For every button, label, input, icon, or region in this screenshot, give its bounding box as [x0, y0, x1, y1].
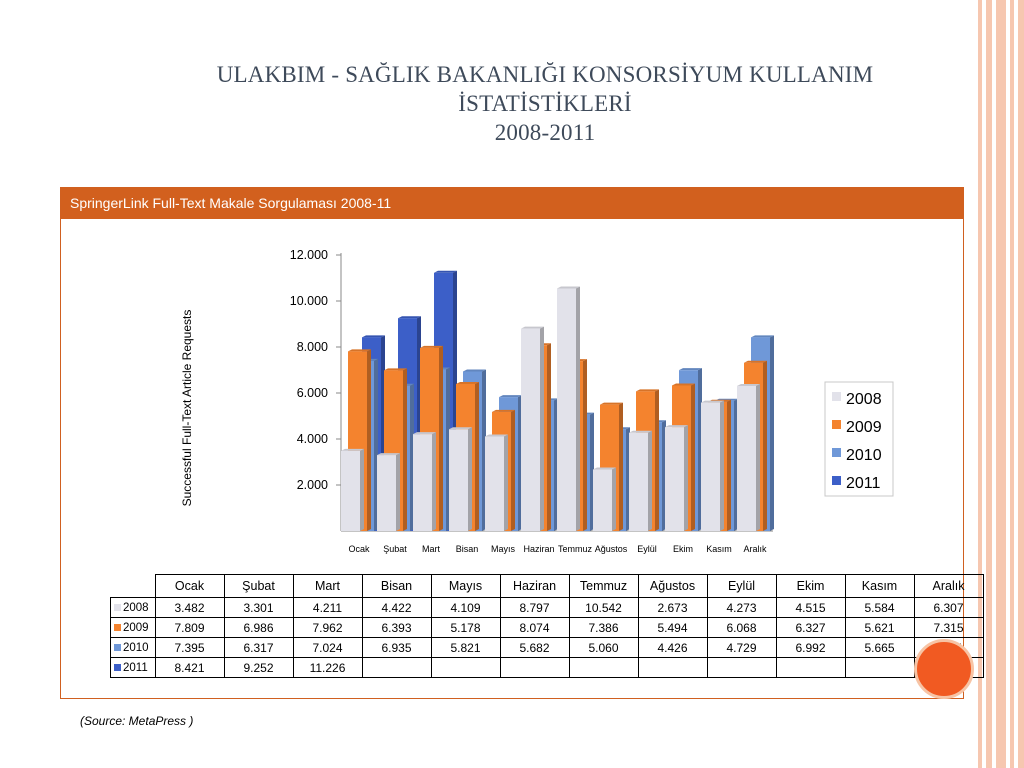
x-tick-label: Haziran	[523, 544, 555, 554]
table-cell: 4.515	[776, 598, 845, 618]
x-tick-label: Kasım	[706, 544, 732, 554]
table-cell: 8.421	[155, 658, 224, 678]
bar-top	[499, 395, 522, 397]
y-tick-label: 4.000	[296, 432, 328, 446]
y-tick-label: 10.000	[289, 294, 328, 308]
x-tick-label: Bisan	[455, 544, 479, 554]
bar-top	[521, 327, 544, 329]
table-header-cell: Kasım	[845, 575, 914, 598]
table-row	[111, 658, 984, 678]
table-cell: 9.252	[224, 658, 293, 678]
bar-side	[540, 327, 544, 531]
table-header-cell: Haziran	[500, 575, 569, 598]
legend-swatch	[832, 392, 841, 401]
table-row-label: 2008	[111, 598, 156, 618]
bar-top	[636, 389, 659, 391]
y-tick-label: 6.000	[296, 386, 328, 400]
table-cell: 6.307	[914, 598, 983, 618]
table-header-cell: Şubat	[224, 575, 293, 598]
table-header-row	[111, 575, 984, 598]
bar-2008	[449, 429, 468, 531]
x-tick-label: Temmuz	[557, 544, 593, 554]
table-header-cell: Ocak	[155, 575, 224, 598]
bar-side	[619, 403, 623, 531]
table-cell: 6.393	[362, 618, 431, 638]
bar-top	[744, 361, 767, 363]
bar-side	[763, 361, 767, 531]
table-row-label: 2009	[111, 618, 156, 638]
table-cell: 6.992	[776, 638, 845, 658]
table-cell: 7.395	[155, 638, 224, 658]
table-row-label: 2011	[111, 658, 156, 678]
bar-top	[665, 425, 688, 427]
bar-2008	[665, 427, 684, 531]
legend-label: 2010	[846, 447, 882, 464]
table-cell: 4.729	[707, 638, 776, 658]
slide-title-line2: İSTATİSTİKLERİ	[458, 91, 632, 116]
bar-side	[468, 427, 472, 531]
table-cell: 4.211	[293, 598, 362, 618]
table-cell	[638, 658, 707, 678]
table-cell: 7.024	[293, 638, 362, 658]
table-cell	[845, 658, 914, 678]
y-tick-label: 2.000	[296, 478, 328, 492]
bar-2008	[701, 403, 720, 531]
bar-2008	[557, 289, 576, 531]
decor-circle	[914, 639, 974, 699]
table-cell: 7.809	[155, 618, 224, 638]
legend-swatch	[832, 476, 841, 485]
table-cell: 3.482	[155, 598, 224, 618]
bar-side	[756, 384, 760, 531]
table-cell: 2.673	[638, 598, 707, 618]
table-row	[111, 618, 984, 638]
bar-2008	[485, 436, 504, 531]
table-cell: 5.682	[500, 638, 569, 658]
bar-top	[449, 427, 472, 429]
table-cell	[707, 658, 776, 678]
table-header-cell: Bisan	[362, 575, 431, 598]
bar-top	[348, 349, 371, 351]
bar-side	[504, 434, 508, 531]
bar-2008	[377, 455, 396, 531]
x-tick-label: Aralık	[743, 544, 767, 554]
bar-top	[362, 335, 385, 337]
slide-title-line1: ULAKBIM - SAĞLIK BAKANLIĞI KONSORSİYUM KULLANIM	[216, 62, 874, 87]
table-header-cell: Ekim	[776, 575, 845, 598]
table-cell: 4.109	[431, 598, 500, 618]
table-row	[111, 638, 984, 658]
legend-label: 2011	[846, 475, 881, 492]
legend-label: 2009	[846, 419, 882, 436]
y-tick-label: 8.000	[296, 340, 328, 354]
bar-top	[341, 449, 364, 451]
table-cell: 10.542	[569, 598, 638, 618]
table-cell: 6.317	[224, 638, 293, 658]
legend-swatch	[114, 604, 121, 611]
bar-2008	[341, 451, 360, 531]
table-cell: 4.273	[707, 598, 776, 618]
x-tick-label: Eylül	[637, 544, 657, 554]
bar-top	[629, 431, 652, 433]
table-header-cell: Temmuz	[569, 575, 638, 598]
bar-top	[492, 410, 515, 412]
table-header-cell: Mayıs	[431, 575, 500, 598]
bar-2008	[629, 433, 648, 531]
table-cell: 7.962	[293, 618, 362, 638]
bar-side	[583, 359, 587, 531]
bar-top	[557, 287, 580, 289]
bar-top	[463, 369, 486, 371]
bar-top	[600, 403, 623, 405]
bar-side	[684, 425, 688, 531]
table-cell: 11.226	[293, 658, 362, 678]
bar-2008	[413, 434, 432, 531]
table-cell: 6.327	[776, 618, 845, 638]
table-cell: 5.494	[638, 618, 707, 638]
x-tick-label: Ekim	[673, 544, 693, 554]
bar-side	[403, 368, 407, 531]
table-cell: 8.797	[500, 598, 569, 618]
bar-top	[701, 401, 724, 403]
bar-top	[456, 382, 479, 384]
bar-2008	[593, 470, 612, 531]
bar-top	[377, 453, 400, 455]
table-cell: 7.386	[569, 618, 638, 638]
bar-side	[655, 389, 659, 531]
bar-side	[367, 349, 371, 531]
bar-side	[648, 431, 652, 531]
bar-top	[751, 335, 774, 337]
bar-top	[434, 271, 457, 273]
bar-top	[420, 346, 443, 348]
bar-top	[413, 432, 436, 434]
table-cell: 6.986	[224, 618, 293, 638]
bar-side	[360, 449, 364, 531]
bar-top	[672, 383, 695, 385]
bar-top	[398, 316, 421, 318]
panel-header: SpringerLink Full-Text Makale Sorgulaması 2008-11	[61, 188, 963, 219]
table-cell: 5.060	[569, 638, 638, 658]
bar-side	[439, 346, 443, 531]
legend-label: 2008	[846, 391, 882, 408]
legend-swatch	[114, 644, 121, 651]
bar-2008	[521, 329, 540, 531]
bar-top	[737, 384, 760, 386]
x-tick-label: Ağustos	[594, 544, 628, 554]
table-cell	[569, 658, 638, 678]
table-cell	[431, 658, 500, 678]
bar-side	[612, 468, 616, 531]
x-tick-label: Ocak	[348, 544, 370, 554]
y-tick-label: 12.000	[289, 248, 328, 262]
legend-swatch	[114, 624, 121, 631]
table-row-label: 2010	[111, 638, 156, 658]
table-cell: 6.935	[362, 638, 431, 658]
x-tick-label: Şubat	[383, 544, 407, 554]
table-header-cell: Ağustos	[638, 575, 707, 598]
bar-top	[384, 368, 407, 370]
legend-swatch	[832, 448, 841, 457]
bar-side	[691, 383, 695, 531]
table-cell: 3.301	[224, 598, 293, 618]
table-cell: 5.665	[845, 638, 914, 658]
bar-side	[547, 343, 551, 531]
y-axis-title: Successful Full-Text Article Requests	[180, 309, 194, 507]
table-cell: 8.074	[500, 618, 569, 638]
table-cell: 7.315	[914, 618, 983, 638]
bar-side	[432, 432, 436, 531]
table-cell: 5.821	[431, 638, 500, 658]
table-header-cell: Eylül	[707, 575, 776, 598]
data-table	[110, 574, 984, 678]
bar-side	[720, 401, 724, 531]
legend-swatch	[114, 664, 121, 671]
table-cell: 5.584	[845, 598, 914, 618]
table-cell	[776, 658, 845, 678]
table-cell: 5.178	[431, 618, 500, 638]
bar-2008	[737, 386, 756, 531]
table-corner	[111, 575, 156, 598]
table-cell: 6.068	[707, 618, 776, 638]
x-tick-label: Mayıs	[490, 544, 516, 554]
bar-top	[593, 468, 616, 470]
legend-swatch	[832, 420, 841, 429]
bar-side	[727, 400, 731, 531]
table-cell: 4.422	[362, 598, 431, 618]
x-tick-label: Mart	[422, 544, 440, 554]
slide-title-line3: 2008-2011	[494, 120, 596, 145]
bar-side	[511, 410, 515, 531]
bar-side	[770, 335, 774, 531]
bar-side	[576, 287, 580, 531]
bar-side	[396, 453, 400, 531]
table-cell: 5.621	[845, 618, 914, 638]
table-cell	[362, 658, 431, 678]
table-header-cell: Mart	[293, 575, 362, 598]
table-cell: 4.426	[638, 638, 707, 658]
source-note: (Source: MetaPress )	[80, 714, 194, 728]
table-cell	[500, 658, 569, 678]
table-header-cell: Aralık	[914, 575, 983, 598]
bar-top	[485, 434, 508, 436]
bar-top	[679, 368, 702, 370]
table-row	[111, 598, 984, 618]
bar-side	[475, 382, 479, 531]
